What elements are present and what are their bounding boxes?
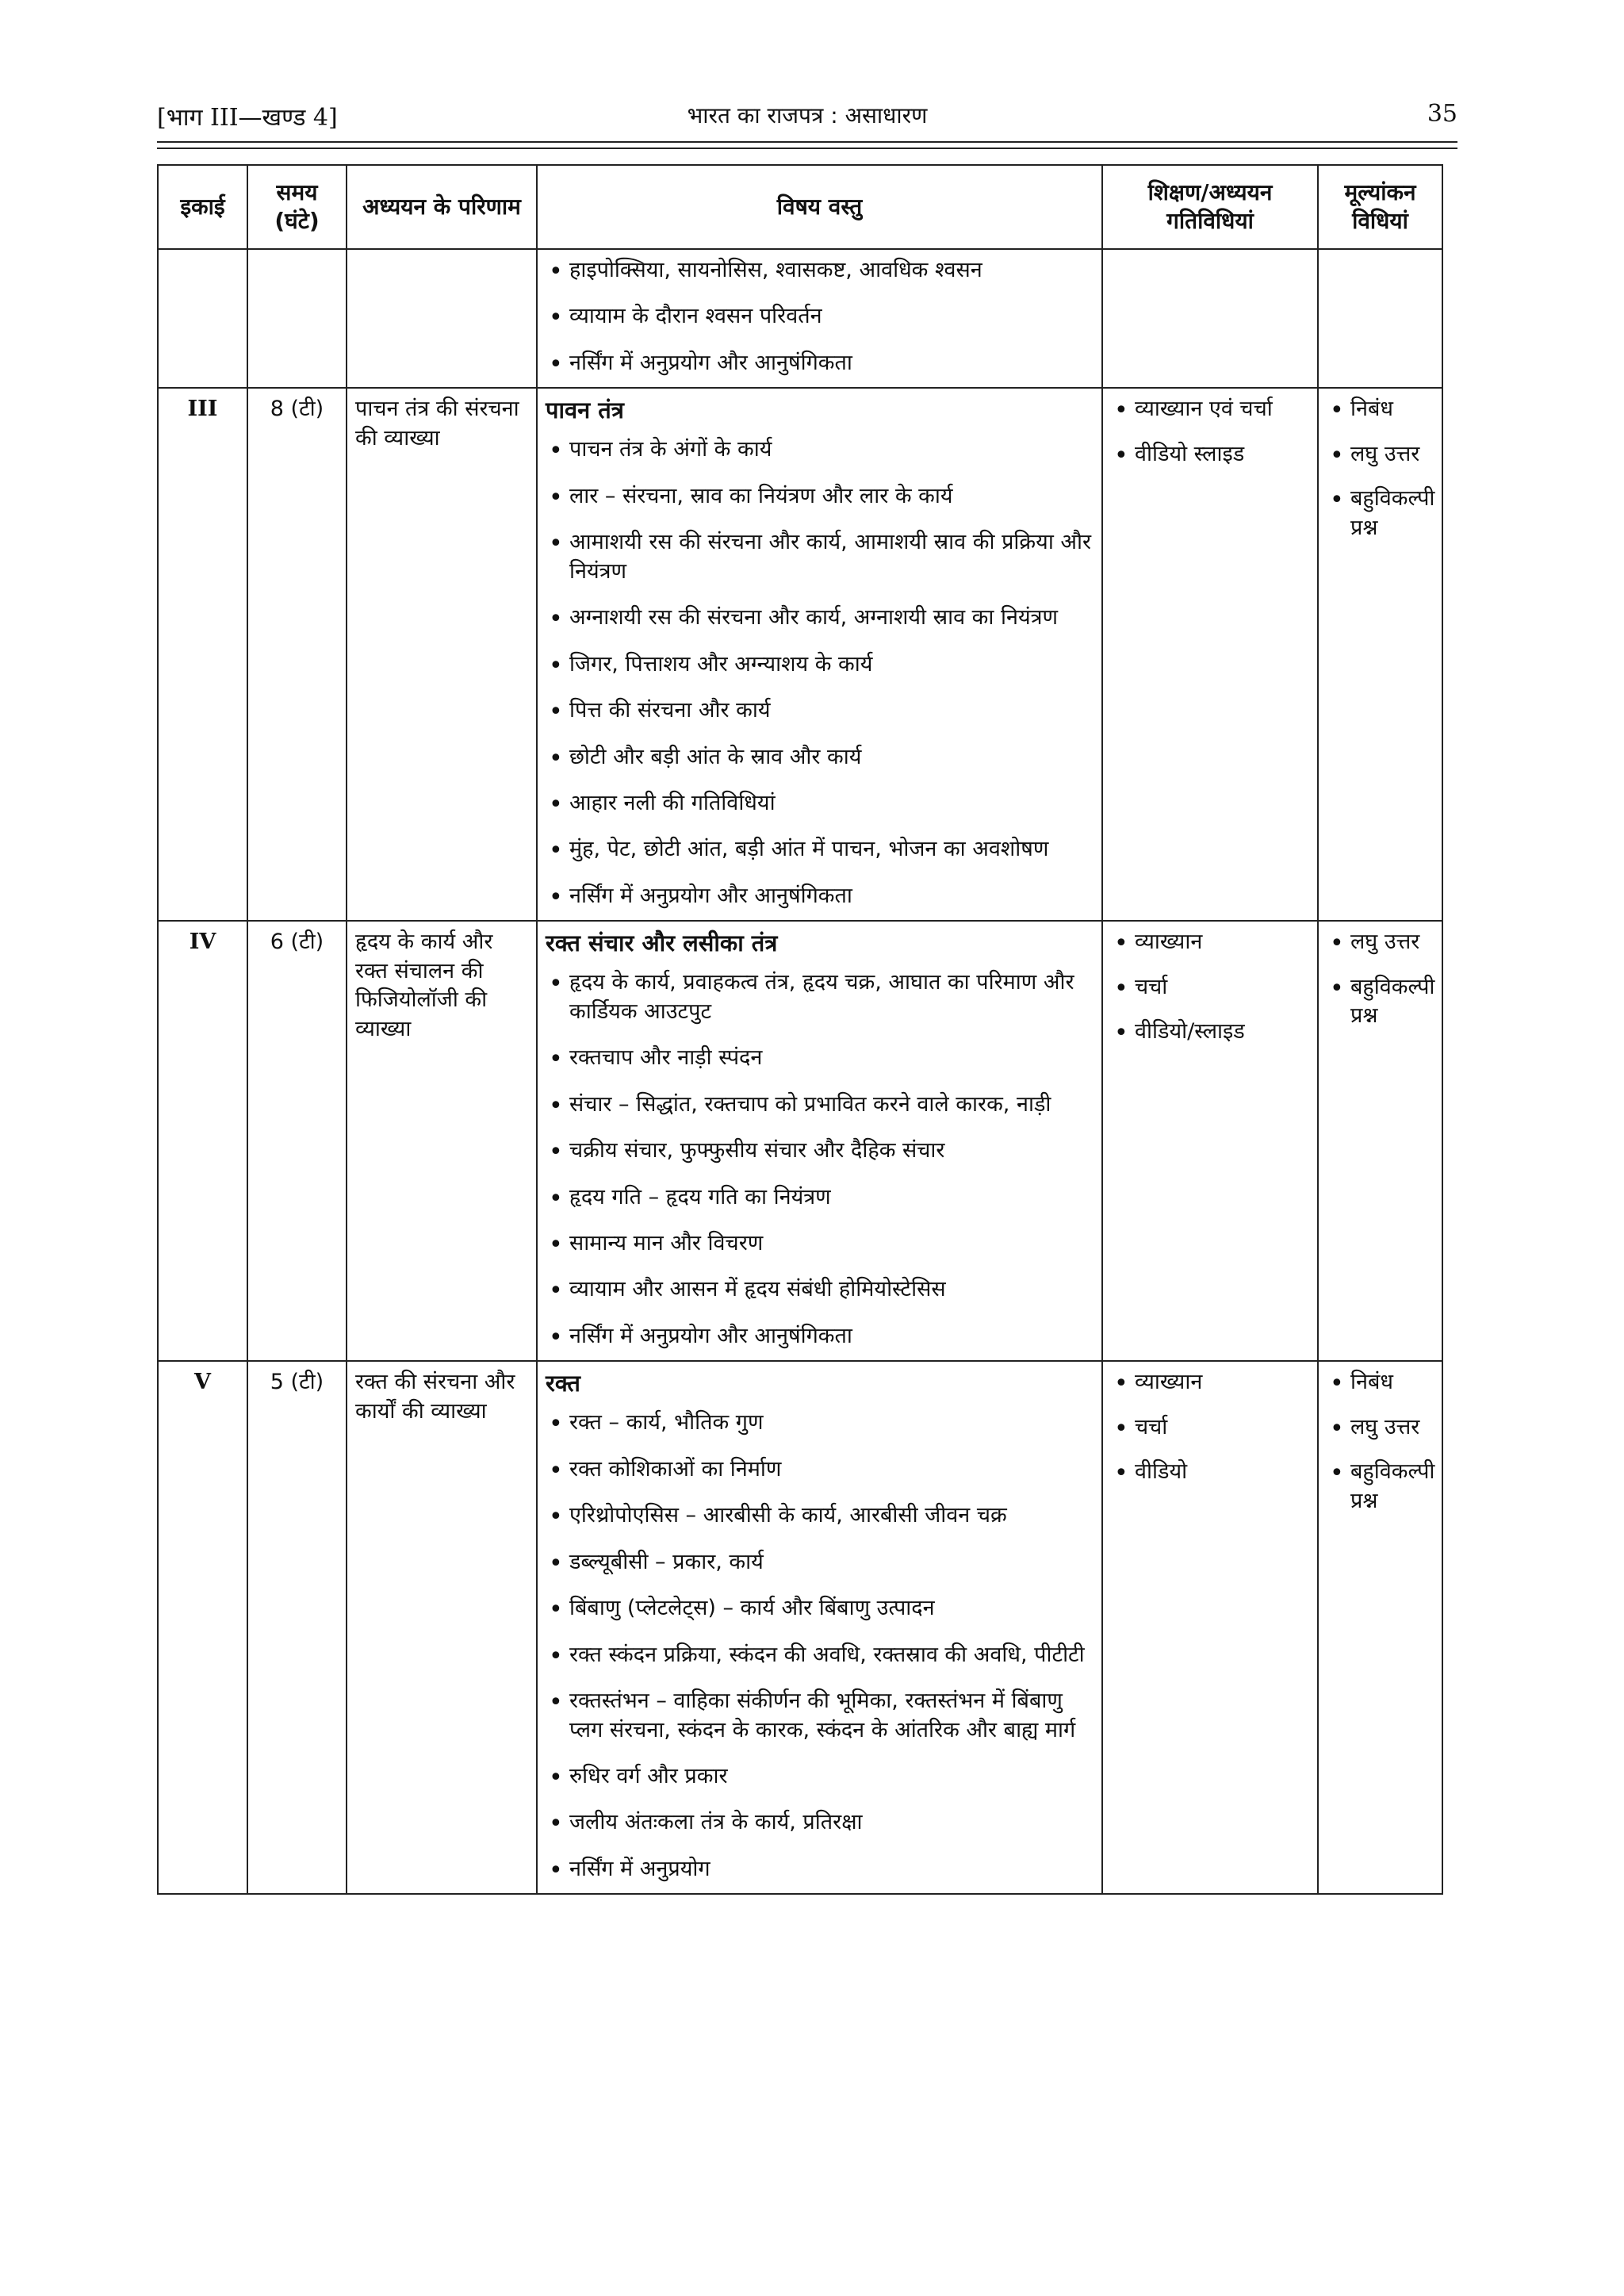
content-item: • रक्तचाप और नाड़ी स्पंदन [546, 1044, 1094, 1072]
content-item: • एरिथ्रोपोएसिस – आरबीसी के कार्य, आरबीसी जीवन चक्र [546, 1501, 1094, 1530]
content-item: • रक्तस्तंभन – वाहिका संकीर्णन की भूमिका, रक्तस्तंभन में बिंबाणु प्लग संरचना, स्कंदन के कारक, स्कंदन के आंतरिक और बाह्य मार्ग [546, 1687, 1094, 1745]
column-header-unit: इकाई [158, 165, 247, 249]
content-item: • जिगर, पित्ताशय और अग्न्याशय के कार्य [546, 650, 1094, 679]
content-item: • चक्रीय संचार, फुफ्फुसीय संचार और दैहिक संचार [546, 1137, 1094, 1165]
header-rule-bottom [157, 148, 1457, 149]
activity-item: • व्याख्यान [1111, 1368, 1309, 1397]
content-title: पावन तंत्र [546, 397, 624, 424]
activity-item: • वीडियो स्लाइड [1111, 440, 1309, 469]
content-item: • बिंबाणु (प्लेटलेट्स) – कार्य और बिंबाणु उत्पादन [546, 1594, 1094, 1623]
content-item: • अग्नाशयी रस की संरचना और कार्य, अग्नाशयी स्राव का नियंत्रण [546, 604, 1094, 632]
assessment-item: • लघु उत्तर [1327, 928, 1434, 956]
table-row [158, 388, 1442, 921]
time-cell [247, 249, 347, 388]
unit-cell: IV [158, 921, 247, 1361]
assessment-item: • निबंध [1327, 1368, 1434, 1397]
page-header [157, 97, 1457, 136]
header-gazette-title: भारत का राजपत्र : असाधारण [687, 102, 928, 128]
activities-cell [1102, 921, 1318, 1361]
activity-item: • चर्चा [1111, 1413, 1309, 1442]
activities-cell [1102, 388, 1318, 921]
outcome-cell [347, 249, 537, 388]
activity-item: • वीडियो [1111, 1458, 1309, 1486]
table-header-row [158, 165, 1442, 249]
content-item: • व्यायाम और आसन में हृदय संबंधी होमियोस्टेसिस [546, 1275, 1094, 1304]
assessment-cell [1318, 249, 1442, 388]
table-row [158, 1361, 1442, 1894]
content-item: • हृदय के कार्य, प्रवाहकत्व तंत्र, हृदय चक्र, आघात का परिमाण और कार्डियक आउटपुट [546, 968, 1094, 1026]
activity-item: • व्याख्यान एवं चर्चा [1111, 395, 1309, 424]
content-item: • रक्त स्कंदन प्रक्रिया, स्कंदन की अवधि, रक्तस्राव की अवधि, पीटीटी [546, 1641, 1094, 1669]
content-item: • डब्ल्यूबीसी – प्रकार, कार्य [546, 1548, 1094, 1577]
table-row [158, 921, 1442, 1361]
content-item: • हाइपोक्सिया, सायनोसिस, श्वासकष्ट, आवधिक श्वसन [546, 256, 1094, 285]
assessment-item: • बहुविकल्पी प्रश्न [1327, 973, 1434, 1031]
content-cell [537, 388, 1102, 921]
content-item: • पाचन तंत्र के अंगों के कार्य [546, 435, 1094, 464]
column-header-content: विषय वस्तु [537, 165, 1102, 249]
assessment-item: • बहुविकल्पी प्रश्न [1327, 485, 1434, 542]
content-item: • जलीय अंतःकला तंत्र के कार्य, प्रतिरक्षा [546, 1808, 1094, 1837]
content-item: • रक्त कोशिकाओं का निर्माण [546, 1455, 1094, 1484]
content-item: • नर्सिंग में अनुप्रयोग और आनुषंगिकता [546, 349, 1094, 378]
content-item: • आहार नली की गतिविधियां [546, 789, 1094, 818]
column-header-assessment: मूल्यांकन विधियां [1318, 165, 1442, 249]
content-item: • नर्सिंग में अनुप्रयोग [546, 1855, 1094, 1884]
content-title: रक्त संचार और लसीका तंत्र [546, 930, 778, 957]
content-item: • मुंह, पेट, छोटी आंत, बड़ी आंत में पाचन, भोजन का अवशोषण [546, 835, 1094, 864]
outcome-cell: हृदय के कार्य और रक्त संचालन की फिजियोलॉजी की व्याख्या [347, 921, 537, 1361]
outcome-cell: रक्त की संरचना और कार्यों की व्याख्या [347, 1361, 537, 1894]
activity-item: • व्याख्यान [1111, 928, 1309, 956]
assessment-item: • बहुविकल्पी प्रश्न [1327, 1458, 1434, 1516]
unit-cell: III [158, 388, 247, 921]
content-cell [537, 921, 1102, 1361]
assessment-cell [1318, 1361, 1442, 1894]
content-item: • रुधिर वर्ग और प्रकार [546, 1762, 1094, 1791]
assessment-item: • निबंध [1327, 395, 1434, 424]
content-cell [537, 1361, 1102, 1894]
time-cell: 5 (टी) [247, 1361, 347, 1894]
outcome-cell: पाचन तंत्र की संरचना की व्याख्या [347, 388, 537, 921]
content-item: • सामान्य मान और विचरण [546, 1229, 1094, 1258]
table-row [158, 249, 1442, 388]
time-cell: 6 (टी) [247, 921, 347, 1361]
assessment-item: • लघु उत्तर [1327, 1413, 1434, 1442]
content-title: रक्त [546, 1370, 580, 1397]
syllabus-table [157, 164, 1443, 1895]
column-header-outcome: अध्ययन के परिणाम [347, 165, 537, 249]
header-part-section: [भाग III—खण्ड 4] [157, 104, 338, 132]
unit-cell [158, 249, 247, 388]
content-cell [537, 249, 1102, 388]
header-rule-top [157, 141, 1457, 143]
activities-cell [1102, 1361, 1318, 1894]
assessment-cell [1318, 921, 1442, 1361]
activity-item: • वीडियो/स्लाइड [1111, 1018, 1309, 1046]
content-item: • पित्त की संरचना और कार्य [546, 696, 1094, 725]
content-item: • हृदय गति – हृदय गति का नियंत्रण [546, 1183, 1094, 1212]
content-item: • व्यायाम के दौरान श्वसन परिवर्तन [546, 302, 1094, 331]
activities-cell [1102, 249, 1318, 388]
time-cell: 8 (टी) [247, 388, 347, 921]
unit-cell: V [158, 1361, 247, 1894]
content-item: • संचार – सिद्धांत, रक्तचाप को प्रभावित करने वाले कारक, नाड़ी [546, 1091, 1094, 1119]
page-number: 35 [1427, 100, 1457, 128]
content-item: • लार – संरचना, स्राव का नियंत्रण और लार के कार्य [546, 482, 1094, 511]
content-item: • छोटी और बड़ी आंत के स्राव और कार्य [546, 743, 1094, 772]
assessment-item: • लघु उत्तर [1327, 440, 1434, 469]
column-header-activities: शिक्षण/अध्ययन गतिविधियां [1102, 165, 1318, 249]
column-header-time: समय (घंटे) [247, 165, 347, 249]
content-item: • आमाशयी रस की संरचना और कार्य, आमाशयी स्राव की प्रक्रिया और नियंत्रण [546, 528, 1094, 586]
content-item: • रक्त – कार्य, भौतिक गुण [546, 1409, 1094, 1437]
activity-item: • चर्चा [1111, 973, 1309, 1002]
content-item: • नर्सिंग में अनुप्रयोग और आनुषंगिकता [546, 1322, 1094, 1351]
assessment-cell [1318, 388, 1442, 921]
content-item: • नर्सिंग में अनुप्रयोग और आनुषंगिकता [546, 882, 1094, 910]
